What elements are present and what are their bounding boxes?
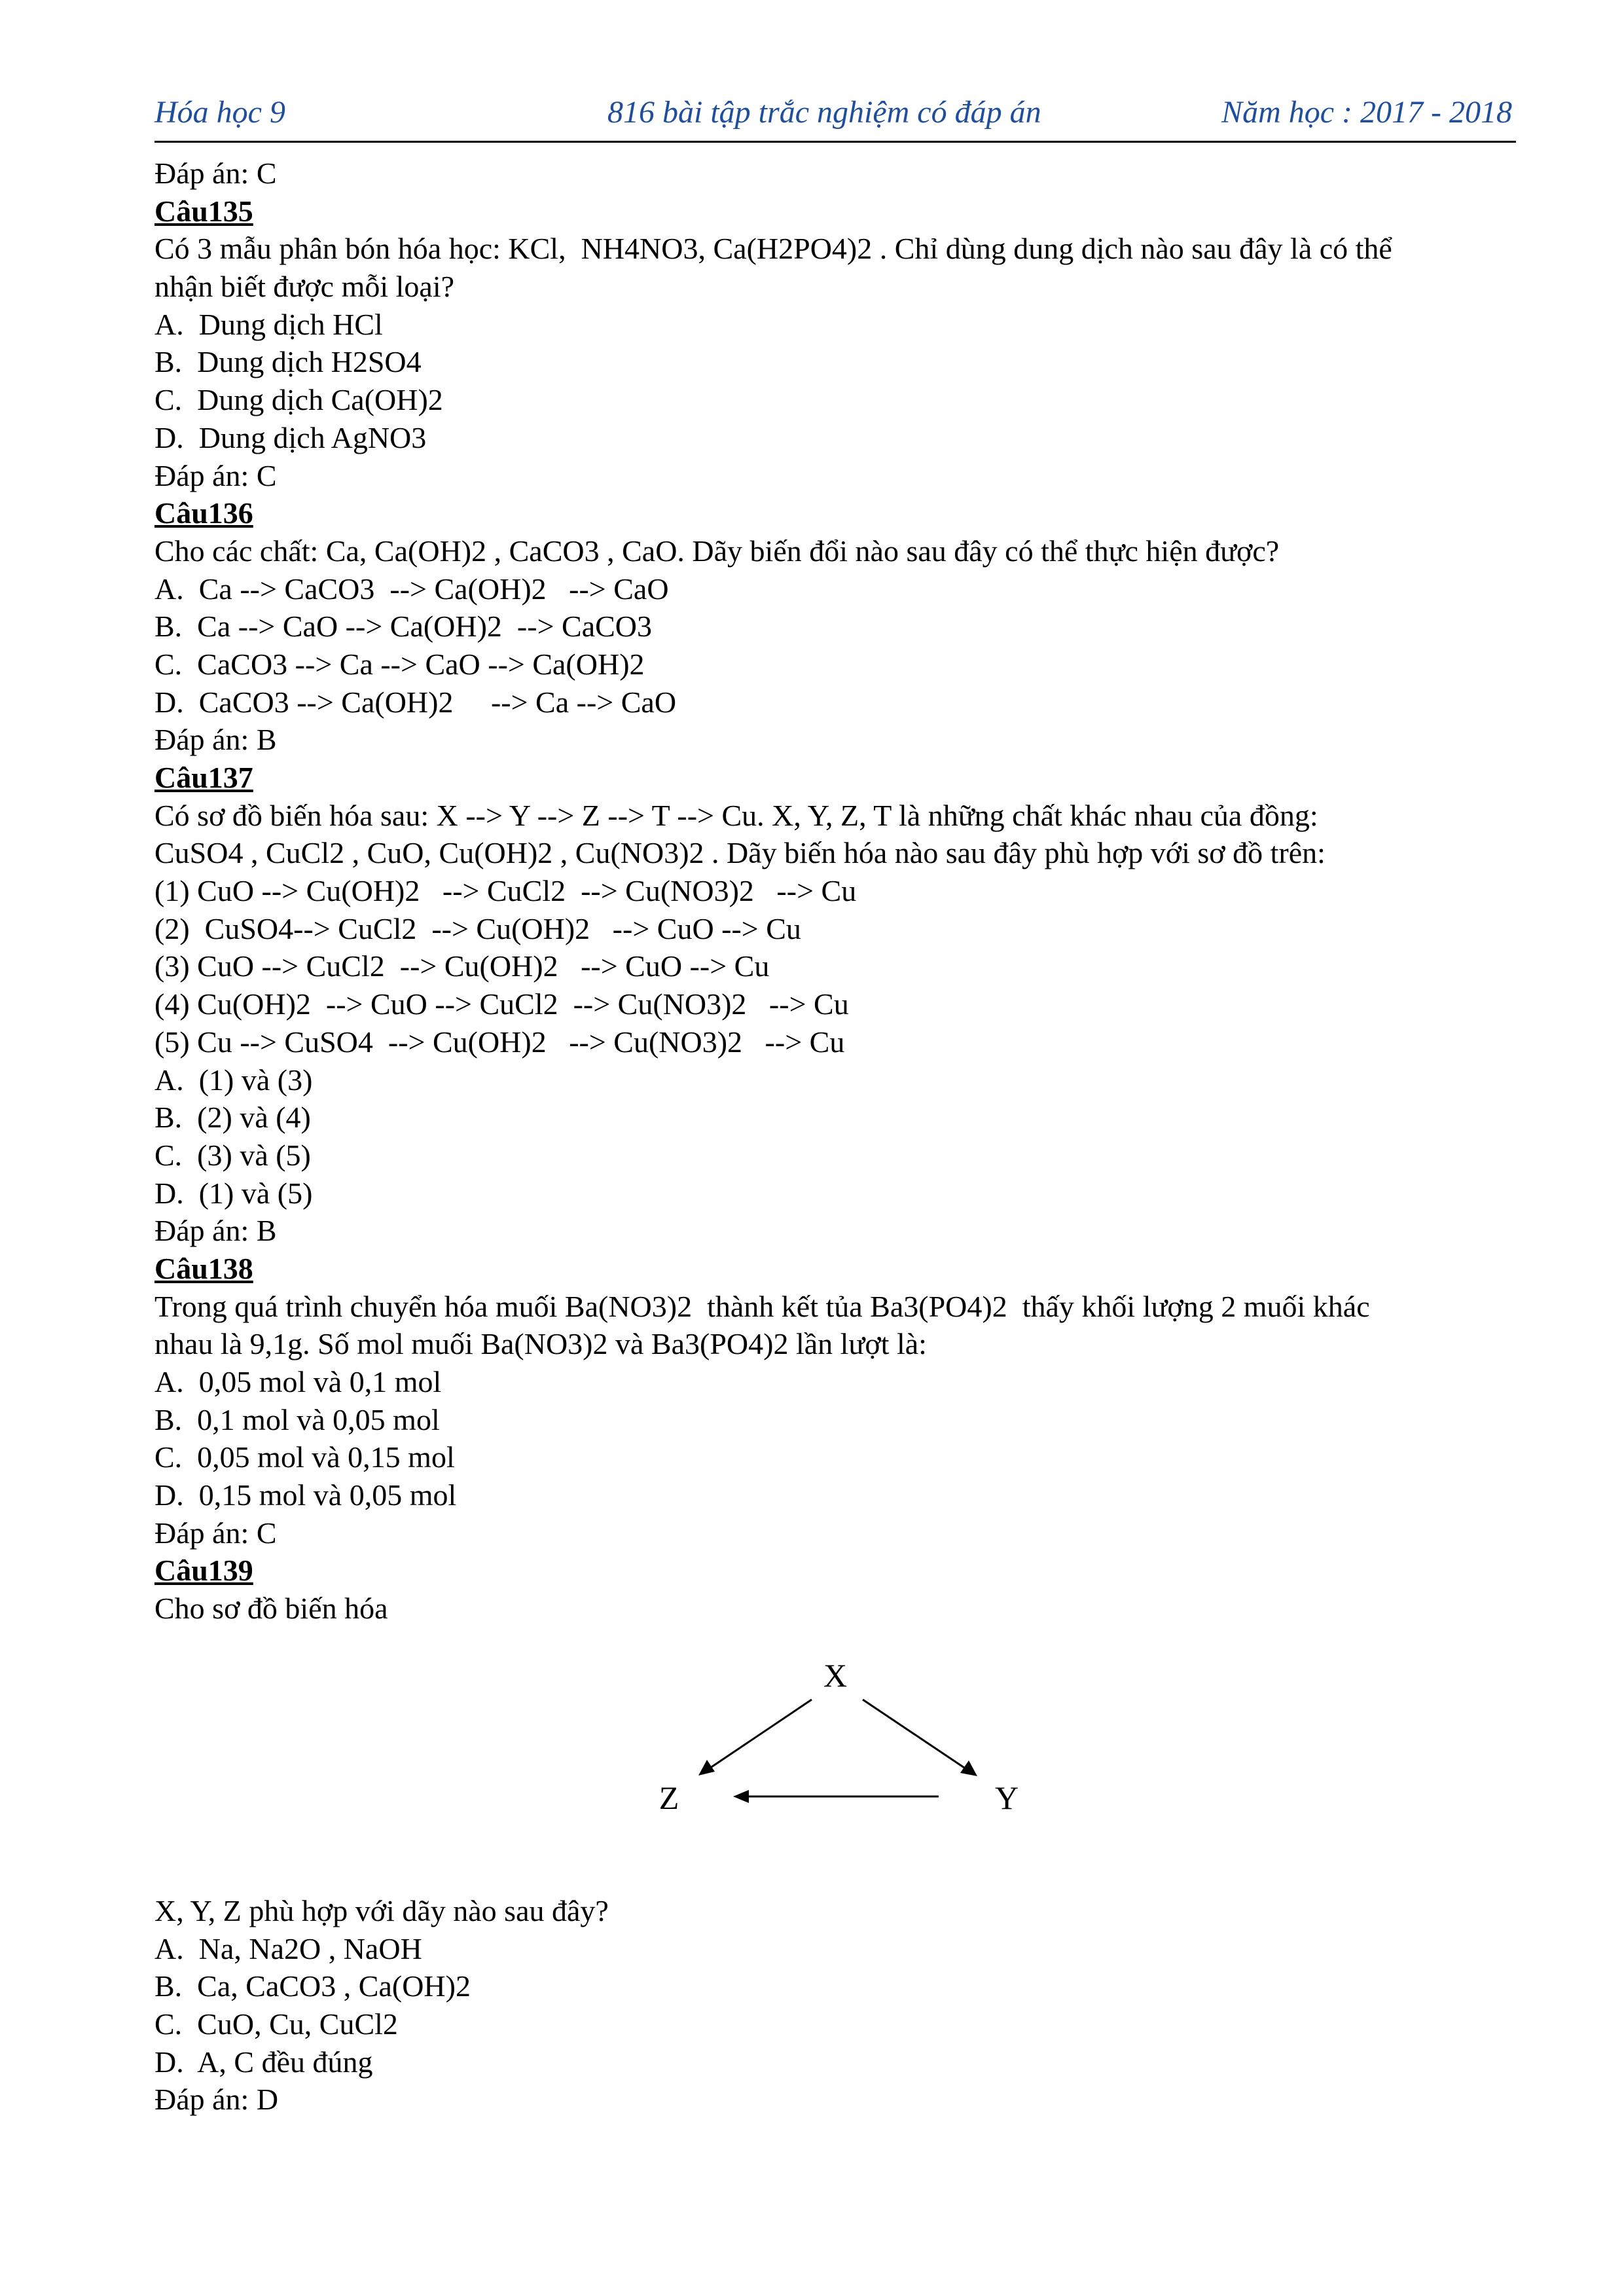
question-title: Câu139: [154, 1554, 253, 1588]
answer: Đáp án: B: [154, 1214, 277, 1248]
scheme-3: (3) CuO --> CuCl2 --> Cu(OH)2 --> CuO --> Cu: [154, 949, 770, 983]
question-text: Trong quá trình chuyển hóa muối Ba(NO3)2 thành kết tủa Ba3(PO4)2 thấy khối lượng 2 muối khác: [154, 1289, 1370, 1323]
answer: Đáp án: B: [154, 723, 277, 757]
arrowhead-y-to-z: [733, 1790, 749, 1803]
arrowhead-x-to-z: [698, 1760, 715, 1776]
option-a: A. (1) và (3): [154, 1063, 313, 1097]
header-title: 816 bài tập trắc nghiệm có đáp án: [607, 95, 1041, 130]
scheme-4: (4) Cu(OH)2 --> CuO --> CuCl2 --> Cu(NO3)2 --> Cu: [154, 987, 849, 1021]
question-title: Câu135: [154, 194, 253, 228]
scheme-1: (1) CuO --> Cu(OH)2 --> CuCl2 --> Cu(NO3)2 --> Cu: [154, 874, 857, 908]
option-c: C. CaCO3 --> Ca --> CaO --> Ca(OH)2: [154, 647, 645, 681]
option-a: A. Ca --> CaCO3 --> Ca(OH)2 --> CaO: [154, 572, 669, 606]
question-title: Câu138: [154, 1251, 253, 1285]
node-y: Y: [994, 1779, 1019, 1816]
arrow-x-to-y: [863, 1700, 972, 1773]
question-text: X, Y, Z phù hợp với dãy nào sau đây?: [154, 1893, 609, 1927]
question-136: [154, 494, 1516, 759]
option-b: B. Ca, CaCO3 , Ca(OH)2: [154, 1969, 471, 2003]
scheme-5: (5) Cu --> CuSO4 --> Cu(OH)2 --> Cu(NO3)2 --> Cu: [154, 1025, 845, 1059]
question-135: [154, 192, 1516, 495]
option-b: B. (2) và (4): [154, 1101, 311, 1135]
question-137: [154, 759, 1516, 1250]
transformation-diagram: [154, 1628, 1516, 1892]
page-header: [154, 94, 1516, 143]
scheme-2: (2) CuSO4--> CuCl2 --> Cu(OH)2 --> CuO --> Cu: [154, 911, 801, 945]
option-b: B. 0,1 mol và 0,05 mol: [154, 1402, 440, 1436]
question-text: Có 3 mẫu phân bón hóa học: KCl, NH4NO3, Ca(H2PO4)2 . Chỉ dùng dung dịch nào sau đây là có thể: [154, 232, 1392, 266]
question-text: CuSO4 , CuCl2 , CuO, Cu(OH)2 , Cu(NO3)2 . Dãy biến hóa nào sau đây phù hợp với sơ đồ trên:: [154, 836, 1326, 870]
option-c: C. (3) và (5): [154, 1138, 311, 1172]
answer: Đáp án: D: [154, 2083, 279, 2117]
option-b: B. Dung dịch H2SO4: [154, 345, 422, 379]
answer: Đáp án: C: [154, 1516, 277, 1550]
option-a: A. 0,05 mol và 0,1 mol: [154, 1365, 442, 1398]
option-d: D. CaCO3 --> Ca(OH)2 --> Ca --> CaO: [154, 685, 677, 719]
header-school-year: Năm học : 2017 - 2018: [1221, 95, 1512, 130]
question-139: [154, 1552, 1516, 2119]
option-c: C. Dung dịch Ca(OH)2: [154, 383, 443, 417]
answer: Đáp án: C: [154, 458, 277, 492]
option-d: D. (1) và (5): [154, 1176, 313, 1210]
option-c: C. CuO, Cu, CuCl2: [154, 2007, 398, 2041]
option-a: A. Na, Na2O , NaOH: [154, 1931, 422, 1965]
option-a: A. Dung dịch HCl: [154, 307, 383, 341]
option-c: C. 0,05 mol và 0,15 mol: [154, 1440, 455, 1474]
page-content: [154, 155, 1516, 2119]
question-138: [154, 1250, 1516, 1552]
question-text: Có sơ đồ biến hóa sau: X --> Y --> Z --> T --> Cu. X, Y, Z, T là những chất khác nhau của đồng:: [154, 798, 1318, 832]
question-text: Cho sơ đồ biến hóa: [154, 1592, 388, 1626]
question-title: Câu136: [154, 496, 253, 530]
arrowhead-x-to-y: [960, 1760, 977, 1776]
header-subject: Hóa học 9: [154, 95, 285, 130]
option-d: D. A, C đều đúng: [154, 2045, 373, 2079]
previous-answer: Đáp án: C: [154, 156, 277, 190]
option-d: D. 0,15 mol và 0,05 mol: [154, 1478, 457, 1512]
question-text: nhau là 9,1g. Số mol muối Ba(NO3)2 và Ba3(PO4)2 lần lượt là:: [154, 1327, 927, 1361]
node-x: X: [823, 1656, 848, 1694]
question-text: nhận biết được mỗi loại?: [154, 270, 455, 304]
option-d: D. Dung dịch AgNO3: [154, 420, 427, 454]
arrow-x-to-z: [704, 1700, 812, 1772]
diagram-svg: [0, 1628, 1624, 1892]
question-text: Cho các chất: Ca, Ca(OH)2 , CaCO3 , CaO. Dãy biến đổi nào sau đây có thể thực hiện được?: [154, 534, 1280, 568]
node-z: Z: [659, 1779, 679, 1816]
option-b: B. Ca --> CaO --> Ca(OH)2 --> CaCO3: [154, 610, 653, 644]
question-title: Câu137: [154, 761, 253, 794]
